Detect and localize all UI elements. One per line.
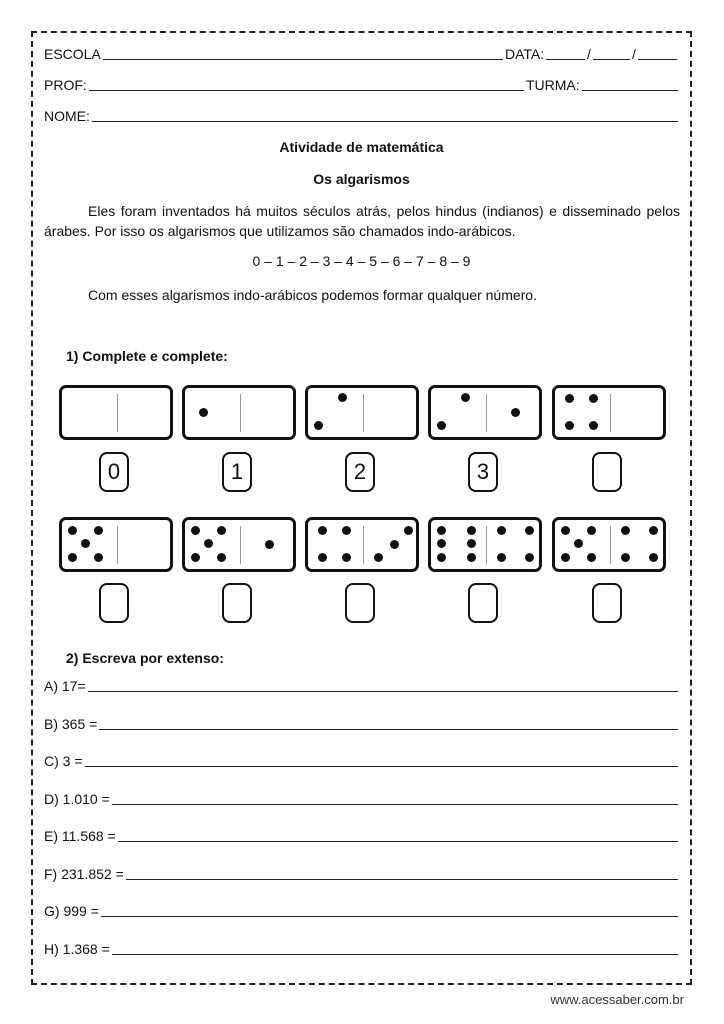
exercise2-item-label: A) 17=	[44, 678, 86, 694]
domino-pip	[565, 394, 574, 403]
answer-line[interactable]	[44, 729, 678, 730]
answer-line[interactable]	[44, 841, 678, 842]
answer-box[interactable]	[222, 583, 252, 623]
domino-pip	[404, 526, 413, 535]
domino-tile	[552, 385, 666, 440]
domino-pip	[561, 553, 570, 562]
domino-divider	[363, 394, 364, 432]
exercise2-item-label: H) 1.368 =	[44, 940, 110, 957]
domino-tile	[428, 517, 542, 572]
domino-divider	[117, 394, 118, 432]
domino-pip	[374, 553, 383, 562]
answer-box[interactable]: 3	[468, 452, 498, 492]
answer-line[interactable]	[44, 954, 678, 955]
domino-divider	[240, 526, 241, 564]
exercise2-item-label: C) 3 =	[44, 753, 83, 769]
exercise2-item-label: G) 999 =	[44, 903, 99, 919]
domino-pip	[461, 393, 470, 402]
domino-pip	[621, 553, 630, 562]
domino-pip	[437, 421, 446, 430]
domino-tile	[182, 385, 296, 440]
teacher-label: PROF:	[44, 77, 87, 93]
domino-pip	[390, 540, 399, 549]
school-line	[44, 59, 505, 60]
domino-pip	[649, 526, 658, 535]
domino-pip	[467, 539, 476, 548]
domino-tile	[59, 385, 173, 440]
answer-box[interactable]: 1	[222, 452, 252, 492]
date-label: DATA:	[505, 46, 545, 62]
date-separator: /	[632, 46, 636, 62]
answer-box[interactable]	[345, 583, 375, 623]
answer-line[interactable]	[44, 916, 678, 917]
intro-paragraph: Eles foram inventados há muitos séculos atrás, pelos hindus (indianos) e disseminado pelos árabes. Por isso os algarismos que utilizamos são chamados indo-arábicos.	[44, 203, 680, 239]
domino-divider	[486, 394, 487, 432]
name-label: NOME:	[44, 108, 90, 124]
domino-divider	[486, 526, 487, 564]
domino-pip	[94, 526, 103, 535]
teacher-line	[44, 90, 678, 91]
answer-box[interactable]	[468, 583, 498, 623]
domino-pip	[217, 526, 226, 535]
domino-pip	[587, 526, 596, 535]
exercise2-item-label: E) 11.568 =	[44, 828, 116, 844]
answer-line[interactable]	[44, 691, 678, 692]
domino-divider	[240, 394, 241, 432]
exercise2-title: 2) Escreva por extenso:	[66, 650, 224, 666]
domino-pip	[94, 553, 103, 562]
exercise2-item-label: D) 1.010 =	[44, 790, 110, 807]
domino-pip	[81, 539, 90, 548]
class-label: TURMA:	[526, 77, 580, 93]
domino-pip	[589, 394, 598, 403]
answer-box[interactable]	[99, 583, 129, 623]
domino-pip	[342, 553, 351, 562]
footer-url: www.acessaber.com.br	[550, 992, 684, 1007]
domino-tile	[305, 385, 419, 440]
date-separator: /	[587, 46, 591, 62]
domino-pip	[191, 553, 200, 562]
domino-pip	[437, 526, 446, 535]
domino-pip	[318, 553, 327, 562]
domino-tile	[428, 385, 542, 440]
domino-tile	[552, 517, 666, 572]
answer-box[interactable]	[592, 452, 622, 492]
page-title: Atividade de matemática	[279, 139, 444, 155]
domino-pip	[525, 526, 534, 535]
domino-pip	[497, 553, 506, 562]
domino-pip	[314, 421, 323, 430]
domino-pip	[338, 393, 347, 402]
domino-pip	[265, 540, 274, 549]
domino-pip	[199, 408, 208, 417]
domino-pip	[511, 408, 520, 417]
domino-pip	[649, 553, 658, 562]
domino-tile	[59, 517, 173, 572]
domino-divider	[117, 526, 118, 564]
domino-pip	[589, 421, 598, 430]
answer-line[interactable]	[44, 766, 678, 767]
school-label: ESCOLA	[44, 46, 101, 62]
domino-pip	[68, 553, 77, 562]
exercise2-item-label: B) 365 =	[44, 715, 98, 732]
domino-pip	[217, 553, 226, 562]
domino-pip	[191, 526, 200, 535]
domino-pip	[565, 421, 574, 430]
closing-paragraph: Com esses algarismos indo-arábicos podemos formar qualquer número.	[88, 287, 537, 303]
answer-line[interactable]	[44, 804, 678, 805]
answer-box[interactable]	[592, 583, 622, 623]
name-line	[44, 121, 678, 122]
domino-pip	[497, 526, 506, 535]
domino-tile	[305, 517, 419, 572]
domino-pip	[318, 526, 327, 535]
domino-pip	[437, 553, 446, 562]
domino-pip	[68, 526, 77, 535]
digits-sequence: 0 – 1 – 2 – 3 – 4 – 5 – 6 – 7 – 8 – 9	[252, 253, 471, 269]
domino-pip	[561, 526, 570, 535]
domino-pip	[437, 539, 446, 548]
domino-divider	[363, 526, 364, 564]
answer-box[interactable]: 0	[99, 452, 129, 492]
domino-pip	[587, 553, 596, 562]
domino-pip	[621, 526, 630, 535]
exercise1-title: 1) Complete e complete:	[66, 348, 228, 364]
domino-pip	[574, 539, 583, 548]
answer-box[interactable]: 2	[345, 452, 375, 492]
domino-divider	[610, 394, 611, 432]
domino-pip	[467, 553, 476, 562]
domino-pip	[467, 526, 476, 535]
page-subtitle: Os algarismos	[313, 171, 410, 187]
exercise2-item-label: F) 231.852 =	[44, 865, 124, 882]
domino-pip	[342, 526, 351, 535]
domino-divider	[610, 526, 611, 564]
domino-pip	[525, 553, 534, 562]
domino-tile	[182, 517, 296, 572]
domino-pip	[204, 539, 213, 548]
answer-line[interactable]	[44, 879, 678, 880]
